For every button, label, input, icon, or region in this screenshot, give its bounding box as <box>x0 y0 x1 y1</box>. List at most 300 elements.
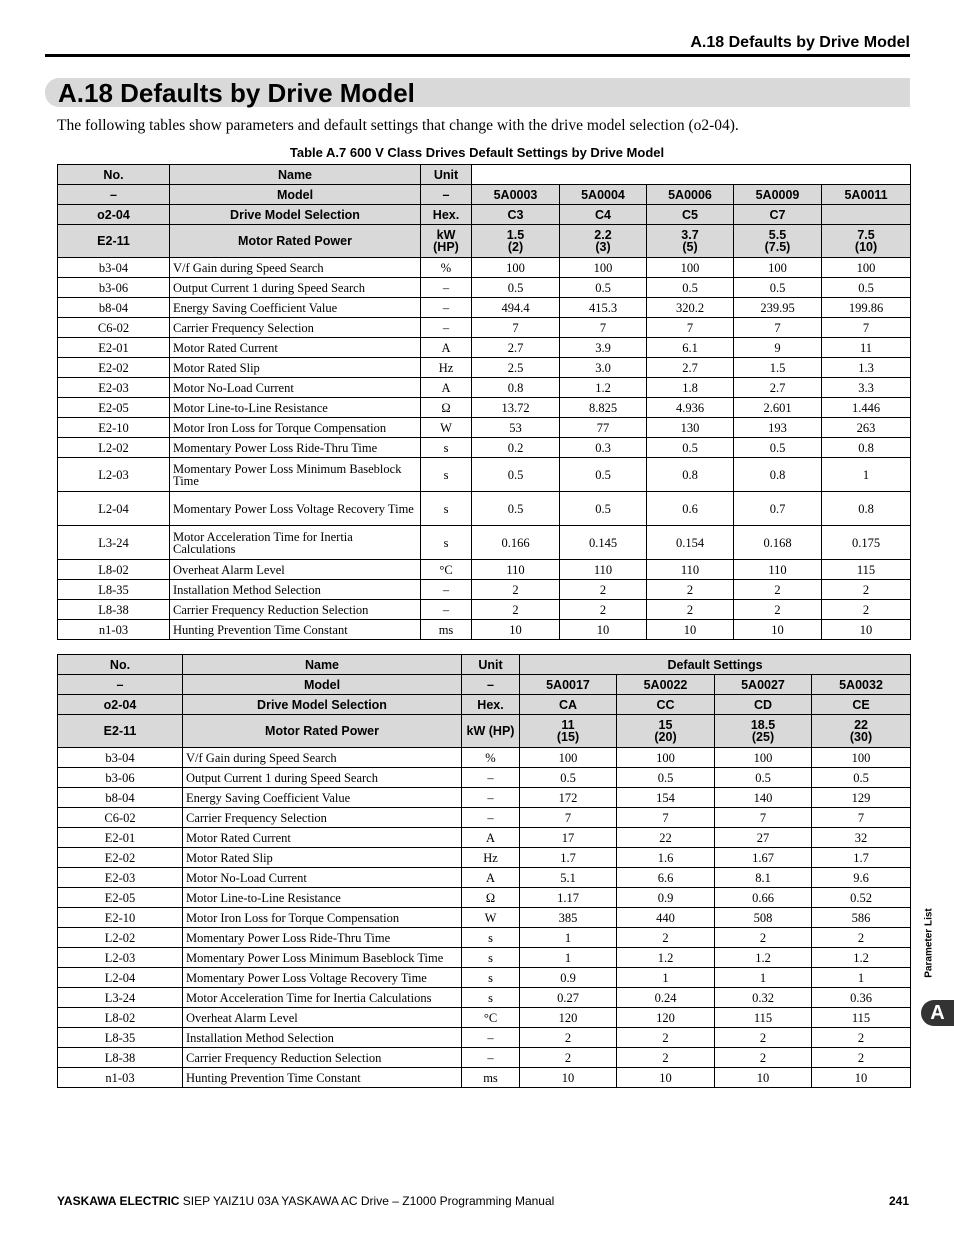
cell-no: b3-04 <box>58 258 170 278</box>
model-row <box>58 185 911 205</box>
cell-value: 0.5 <box>734 438 822 458</box>
cell-value: 0.5 <box>560 278 647 298</box>
cell-value: 7 <box>812 808 911 828</box>
cell-value: 0.66 <box>715 888 812 908</box>
table-row <box>58 338 911 358</box>
cell-value: 154 <box>617 788 715 808</box>
cell-no: o2-04 <box>58 205 170 225</box>
cell-value: 5A0004 <box>560 185 647 205</box>
cell-value: C5 <box>647 205 734 225</box>
cell-no: E2-11 <box>58 225 170 258</box>
hp-value: (5) <box>682 240 698 254</box>
table-row <box>58 580 911 600</box>
cell-value: 32 <box>812 828 911 848</box>
cell-value: 2 <box>715 1048 812 1068</box>
cell-no: E2-01 <box>58 828 183 848</box>
cell-value: C3 <box>472 205 560 225</box>
cell-no: b3-04 <box>58 748 183 768</box>
cell-name: Motor Rated Slip <box>183 848 462 868</box>
cell-unit: % <box>421 258 472 278</box>
cell-name: Motor Line-to-Line Resistance <box>170 398 421 418</box>
table-row <box>58 1048 911 1068</box>
cell-name: Overheat Alarm Level <box>183 1008 462 1028</box>
cell-value: 22 <box>617 828 715 848</box>
cell-unit: Hz <box>462 848 520 868</box>
col-header-name: Name <box>183 655 462 675</box>
cell-value: 53 <box>472 418 560 438</box>
cell-value: 0.5 <box>617 768 715 788</box>
cell-value: 2 <box>715 1028 812 1048</box>
table-row <box>58 378 911 398</box>
table-row <box>58 768 911 788</box>
cell-name: Motor Rated Current <box>170 338 421 358</box>
cell-value: 100 <box>647 258 734 278</box>
cell-value: 77 <box>560 418 647 438</box>
cell-value: 115 <box>715 1008 812 1028</box>
cell-value: C4 <box>560 205 647 225</box>
cell-no: L2-04 <box>58 492 170 526</box>
cell-name: Motor Rated Current <box>183 828 462 848</box>
cell-value: 1 <box>812 968 911 988</box>
cell-unit: Hex. <box>421 205 472 225</box>
cell-value: 0.8 <box>822 438 911 458</box>
cell-value: 7 <box>822 318 911 338</box>
cell-unit: Hex. <box>462 695 520 715</box>
cell-value: 100 <box>472 258 560 278</box>
cell-name: Drive Model Selection <box>170 205 421 225</box>
cell-value: 27 <box>715 828 812 848</box>
cell-no: b8-04 <box>58 298 170 318</box>
cell-value: 239.95 <box>734 298 822 318</box>
cell-value: 440 <box>617 908 715 928</box>
cell-name: Momentary Power Loss Ride-Thru Time <box>183 928 462 948</box>
cell-value: 2 <box>647 600 734 620</box>
cell-value: 2 <box>822 580 911 600</box>
cell-value: 1 <box>617 968 715 988</box>
cell-value: 2 <box>647 580 734 600</box>
cell-value: 100 <box>617 748 715 768</box>
cell-value: 5A0009 <box>734 185 822 205</box>
cell-unit: – <box>462 1028 520 1048</box>
table-row <box>58 948 911 968</box>
cell-no: L2-03 <box>58 948 183 968</box>
cell-value: 5A0027 <box>715 675 812 695</box>
model-row <box>58 675 911 695</box>
cell-value: 1.446 <box>822 398 911 418</box>
table-row <box>58 358 911 378</box>
cell-value: 0.5 <box>560 458 647 492</box>
cell-value: CA <box>520 695 617 715</box>
cell-value: 6.6 <box>617 868 715 888</box>
cell-value <box>560 225 647 258</box>
cell-no: b3-06 <box>58 278 170 298</box>
cell-value: 100 <box>560 258 647 278</box>
cell-value: 110 <box>472 560 560 580</box>
running-header: A.18 Defaults by Drive Model <box>690 34 910 51</box>
table-row <box>58 438 911 458</box>
cell-no: E2-10 <box>58 418 170 438</box>
cell-no: L8-38 <box>58 1048 183 1068</box>
cell-unit: – <box>421 580 472 600</box>
motor-rated-power-row <box>58 225 911 258</box>
cell-value: 0.5 <box>472 458 560 492</box>
cell-value: 1.8 <box>647 378 734 398</box>
cell-unit: – <box>462 788 520 808</box>
cell-value: 100 <box>734 258 822 278</box>
cell-value: 8.825 <box>560 398 647 418</box>
cell-value: 1 <box>520 948 617 968</box>
cell-value: 2 <box>812 1048 911 1068</box>
cell-value: 7 <box>617 808 715 828</box>
table-600v-part1 <box>57 164 911 640</box>
cell-value: 5A0032 <box>812 675 911 695</box>
cell-value: 0.27 <box>520 988 617 1008</box>
appendix-tab: A <box>921 1000 954 1026</box>
cell-value: 0.168 <box>734 526 822 560</box>
cell-name: Momentary Power Loss Ride-Thru Time <box>170 438 421 458</box>
kw-value: 11 <box>561 718 575 732</box>
cell-value: 586 <box>812 908 911 928</box>
kw-value: 1.5 <box>506 228 525 242</box>
cell-no: n1-03 <box>58 620 170 640</box>
cell-name: Model <box>183 675 462 695</box>
cell-name: Output Current 1 during Speed Search <box>183 768 462 788</box>
cell-value: 129 <box>812 788 911 808</box>
cell-value: 0.9 <box>617 888 715 908</box>
hp-value: (2) <box>507 240 524 254</box>
table-row <box>58 928 911 948</box>
cell-no: C6-02 <box>58 318 170 338</box>
cell-name: Carrier Frequency Reduction Selection <box>183 1048 462 1068</box>
cell-no: b8-04 <box>58 788 183 808</box>
unit-line-1: kW <box>436 228 456 242</box>
table-row <box>58 988 911 1008</box>
cell-no: E2-05 <box>58 398 170 418</box>
cell-no: L3-24 <box>58 526 170 560</box>
cell-value: 8.1 <box>715 868 812 888</box>
cell-name: Motor Acceleration Time for Inertia Calculations <box>170 526 421 560</box>
cell-value: 1.6 <box>617 848 715 868</box>
cell-no: L8-02 <box>58 560 170 580</box>
cell-unit <box>421 225 472 258</box>
cell-value <box>617 715 715 748</box>
cell-no: b3-06 <box>58 768 183 788</box>
cell-value: 0.5 <box>734 278 822 298</box>
cell-value: 0.6 <box>647 492 734 526</box>
cell-value: 0.166 <box>472 526 560 560</box>
cell-value: 1.7 <box>812 848 911 868</box>
cell-value: 1.2 <box>617 948 715 968</box>
cell-value: 494.4 <box>472 298 560 318</box>
side-label-text: Parameter List <box>923 907 935 978</box>
cell-value: 100 <box>822 258 911 278</box>
cell-value: 1.2 <box>560 378 647 398</box>
cell-value: 110 <box>647 560 734 580</box>
col-header-no: No. <box>58 165 170 185</box>
cell-no: E2-03 <box>58 868 183 888</box>
cell-value: 0.52 <box>812 888 911 908</box>
hp-value: (7.5) <box>764 240 791 254</box>
cell-value: 0.5 <box>715 768 812 788</box>
cell-value: 0.2 <box>472 438 560 458</box>
cell-unit: ms <box>421 620 472 640</box>
hp-value: (20) <box>654 730 677 744</box>
cell-value: 5A0011 <box>822 185 911 205</box>
kw-value: 18.5 <box>750 718 776 732</box>
cell-name: Motor Rated Slip <box>170 358 421 378</box>
cell-value: 1.5 <box>734 358 822 378</box>
cell-value: 17 <box>520 828 617 848</box>
cell-unit: s <box>462 988 520 1008</box>
cell-value: 0.5 <box>822 278 911 298</box>
table-row <box>58 298 911 318</box>
table-body <box>58 185 911 640</box>
cell-value: 1.17 <box>520 888 617 908</box>
kw-value: 7.5 <box>857 228 875 242</box>
cell-value: 0.24 <box>617 988 715 1008</box>
col-header-unit: Unit <box>462 655 520 675</box>
cell-value: 0.5 <box>647 438 734 458</box>
cell-value: 10 <box>560 620 647 640</box>
cell-value: 120 <box>520 1008 617 1028</box>
table-row <box>58 908 911 928</box>
cell-value: 2.7 <box>472 338 560 358</box>
cell-name: V/f Gain during Speed Search <box>170 258 421 278</box>
cell-name: Momentary Power Loss Minimum Baseblock Time <box>170 458 421 492</box>
cell-value: 0.8 <box>822 492 911 526</box>
cell-value <box>647 225 734 258</box>
col-header-unit: Unit <box>421 165 472 185</box>
table-row <box>58 318 911 338</box>
cell-value: 7 <box>560 318 647 338</box>
cell-value: 415.3 <box>560 298 647 318</box>
cell-unit: – <box>462 675 520 695</box>
cell-value: 6.1 <box>647 338 734 358</box>
table-row <box>58 1008 911 1028</box>
cell-no: L2-03 <box>58 458 170 492</box>
cell-unit: Ω <box>421 398 472 418</box>
cell-value: 1.7 <box>520 848 617 868</box>
cell-unit: % <box>462 748 520 768</box>
table-row <box>58 620 911 640</box>
cell-name: V/f Gain during Speed Search <box>183 748 462 768</box>
unit-line-2: (HP) <box>433 240 459 254</box>
cell-no: L2-02 <box>58 928 183 948</box>
cell-value: 385 <box>520 908 617 928</box>
col-header-default-settings: Default Settings <box>520 655 911 675</box>
cell-value: 2 <box>812 928 911 948</box>
cell-value: 2 <box>734 600 822 620</box>
cell-unit: A <box>421 338 472 358</box>
cell-value: 10 <box>472 620 560 640</box>
cell-name: Installation Method Selection <box>170 580 421 600</box>
cell-value: 5A0017 <box>520 675 617 695</box>
motor-rated-power-row <box>58 715 911 748</box>
table-row <box>58 1068 911 1088</box>
kw-value: 22 <box>854 718 868 732</box>
cell-value: 193 <box>734 418 822 438</box>
table-row <box>58 808 911 828</box>
table-row <box>58 492 911 526</box>
table-row <box>58 278 911 298</box>
cell-value: 0.7 <box>734 492 822 526</box>
cell-no: L8-02 <box>58 1008 183 1028</box>
cell-name: Carrier Frequency Reduction Selection <box>170 600 421 620</box>
cell-value: 10 <box>617 1068 715 1088</box>
cell-unit: Hz <box>421 358 472 378</box>
hp-value: (10) <box>854 240 878 254</box>
cell-name: Motor Acceleration Time for Inertia Calculations <box>183 988 462 1008</box>
cell-value: 2.5 <box>472 358 560 378</box>
kw-value: 2.2 <box>594 228 612 242</box>
kw-value: 5.5 <box>768 228 787 242</box>
hp-value: (3) <box>595 240 611 254</box>
cell-no: L2-02 <box>58 438 170 458</box>
cell-no: L8-38 <box>58 600 170 620</box>
table-row <box>58 418 911 438</box>
cell-value: 2 <box>617 1048 715 1068</box>
table-row <box>58 968 911 988</box>
cell-value: 1 <box>520 928 617 948</box>
table-caption: Table A.7 600 V Class Drives Default Settings by Drive Model <box>289 145 665 160</box>
cell-value: 110 <box>560 560 647 580</box>
cell-value: 2.7 <box>734 378 822 398</box>
cell-unit: – <box>462 808 520 828</box>
cell-unit: °C <box>421 560 472 580</box>
cell-name: Drive Model Selection <box>183 695 462 715</box>
cell-unit: – <box>462 768 520 788</box>
cell-unit: W <box>421 418 472 438</box>
cell-no: o2-04 <box>58 695 183 715</box>
cell-value: 2 <box>520 1048 617 1068</box>
cell-value: CC <box>617 695 715 715</box>
table-row <box>58 788 911 808</box>
cell-value: CE <box>812 695 911 715</box>
cell-value: 7 <box>734 318 822 338</box>
cell-value: 0.145 <box>560 526 647 560</box>
cell-value: 199.86 <box>822 298 911 318</box>
cell-value: 3.9 <box>560 338 647 358</box>
hp-value: (25) <box>751 730 775 744</box>
cell-name: Motor Rated Power <box>170 225 421 258</box>
cell-value: 3.0 <box>560 358 647 378</box>
table-row <box>58 848 911 868</box>
cell-value: 10 <box>734 620 822 640</box>
cell-value: 1.3 <box>822 358 911 378</box>
hp-value: (30) <box>849 730 873 744</box>
cell-name: Overheat Alarm Level <box>170 560 421 580</box>
kw-value: 15 <box>658 718 673 732</box>
intro-paragraph: The following tables show parameters and default settings that change with the drive model selection (o2-04). <box>57 117 739 134</box>
cell-name: Carrier Frequency Selection <box>183 808 462 828</box>
cell-no: L3-24 <box>58 988 183 1008</box>
cell-value: 0.3 <box>560 438 647 458</box>
cell-no: C6-02 <box>58 808 183 828</box>
cell-unit: s <box>462 968 520 988</box>
table-row <box>58 600 911 620</box>
cell-unit: ms <box>462 1068 520 1088</box>
page-number: 241 <box>888 1194 909 1208</box>
cell-unit: – <box>421 600 472 620</box>
cell-name: Motor No-Load Current <box>183 868 462 888</box>
table-body <box>58 675 911 1088</box>
cell-value: 1.2 <box>812 948 911 968</box>
cell-name: Motor Rated Power <box>183 715 462 748</box>
cell-no: E2-11 <box>58 715 183 748</box>
cell-unit: – <box>421 278 472 298</box>
cell-name: Energy Saving Coefficient Value <box>183 788 462 808</box>
side-section-label <box>922 900 936 985</box>
cell-unit: kW (HP) <box>462 715 520 748</box>
cell-no: E2-02 <box>58 358 170 378</box>
cell-value: 4.936 <box>647 398 734 418</box>
cell-value: 0.5 <box>647 278 734 298</box>
cell-value: 320.2 <box>647 298 734 318</box>
kw-value: 3.7 <box>681 228 699 242</box>
cell-name: Installation Method Selection <box>183 1028 462 1048</box>
cell-value: C7 <box>734 205 822 225</box>
cell-value: 0.5 <box>472 278 560 298</box>
cell-no: – <box>58 185 170 205</box>
cell-value: 13.72 <box>472 398 560 418</box>
cell-value: 0.5 <box>560 492 647 526</box>
cell-no: E2-10 <box>58 908 183 928</box>
cell-name: Model <box>170 185 421 205</box>
cell-value: 140 <box>715 788 812 808</box>
cell-value: 10 <box>812 1068 911 1088</box>
cell-no: L8-35 <box>58 1028 183 1048</box>
cell-value: 0.9 <box>520 968 617 988</box>
cell-value: 10 <box>822 620 911 640</box>
cell-unit: s <box>462 948 520 968</box>
cell-name: Hunting Prevention Time Constant <box>170 620 421 640</box>
cell-unit: A <box>462 828 520 848</box>
cell-unit: Ω <box>462 888 520 908</box>
cell-value <box>822 225 911 258</box>
cell-value: 1 <box>822 458 911 492</box>
cell-value <box>822 205 911 225</box>
cell-unit: W <box>462 908 520 928</box>
cell-value: 2 <box>560 600 647 620</box>
cell-value: 0.5 <box>472 492 560 526</box>
cell-value: 1.2 <box>715 948 812 968</box>
cell-value: 508 <box>715 908 812 928</box>
cell-no: – <box>58 675 183 695</box>
cell-value: 0.175 <box>822 526 911 560</box>
cell-value: 0.32 <box>715 988 812 1008</box>
cell-value: 0.8 <box>734 458 822 492</box>
cell-value: 110 <box>734 560 822 580</box>
cell-unit: A <box>462 868 520 888</box>
cell-name: Momentary Power Loss Voltage Recovery Time <box>183 968 462 988</box>
cell-value: 9.6 <box>812 868 911 888</box>
cell-no: E2-01 <box>58 338 170 358</box>
cell-value: 2.7 <box>647 358 734 378</box>
cell-name: Hunting Prevention Time Constant <box>183 1068 462 1088</box>
cell-value: 7 <box>520 808 617 828</box>
cell-value: 0.8 <box>472 378 560 398</box>
cell-value: 5A0006 <box>647 185 734 205</box>
cell-value: 0.5 <box>812 768 911 788</box>
cell-value: 172 <box>520 788 617 808</box>
cell-value: 2 <box>812 1028 911 1048</box>
col-header-no: No. <box>58 655 183 675</box>
cell-unit: – <box>421 318 472 338</box>
table-row <box>58 868 911 888</box>
cell-value <box>520 715 617 748</box>
cell-name: Momentary Power Loss Voltage Recovery Time <box>170 492 421 526</box>
cell-value: 2 <box>472 580 560 600</box>
